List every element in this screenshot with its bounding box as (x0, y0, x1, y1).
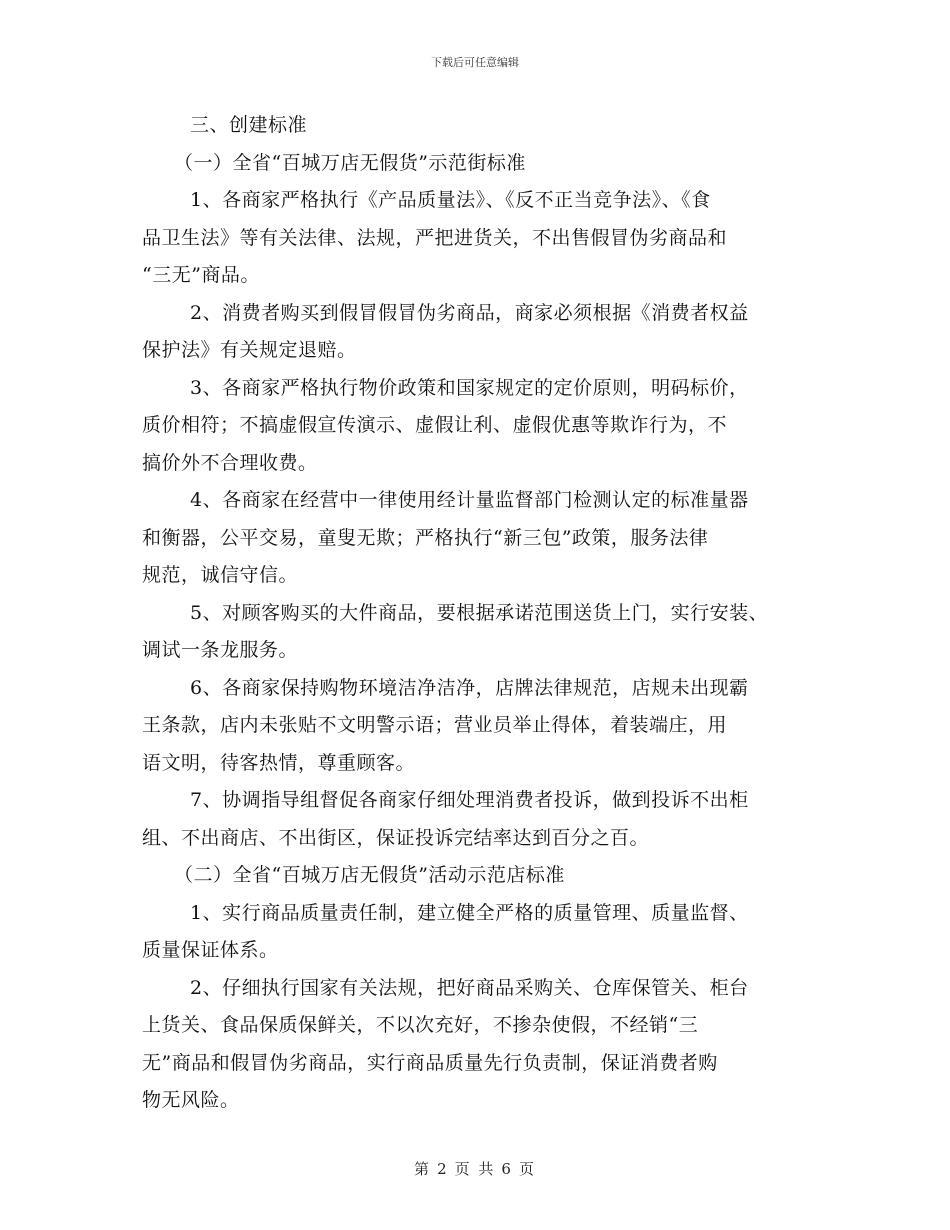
text-line: 2、消费者购买到假冒假冒伪劣商品，商家必须根据《消费者权益 (190, 301, 749, 324)
page-footer (0, 1158, 950, 1179)
text-line: 品卫生法》等有关法律、法规，严把进货关，不出售假冒伪劣商品和 (142, 226, 728, 249)
text-line: 和衡器，公平交易，童叟无欺；严格执行“新三包”政策，服务法律 (142, 526, 709, 549)
text-line: 调试一条龙服务。 (142, 639, 299, 661)
text-line: 1、实行商品质量责任制，建立健全严格的质量管理、质量监督、 (190, 901, 749, 924)
document-body (142, 107, 822, 1120)
page-suffix: 页 (518, 1160, 536, 1178)
text-line: 三、创建标准 (190, 114, 308, 136)
text-line: 无”商品和假冒伪劣商品，实行商品质量先行负责制，保证消费者购 (142, 1051, 718, 1074)
text-line: 7、协调指导组督促各商家仔细处理消费者投诉，做到投诉不出柜 (190, 789, 749, 811)
total-pages-number: 6 (501, 1160, 513, 1178)
text-line: 质量保证体系。 (142, 939, 279, 961)
text-line: 5、对顾客购买的大件商品，要根据承诺范围送货上门，实行安装、 (190, 601, 769, 624)
text-line: 1、各商家严格执行《产品质量法》、《反不正当竞争法》、《食 (190, 189, 711, 211)
text-line: 语文明，待客热情，尊重顾客。 (142, 751, 416, 774)
text-line: 王条款，店内未张贴不文明警示语；营业员举止得体，着装端庄，用 (142, 714, 728, 736)
page-prefix: 第 (414, 1160, 432, 1178)
text-line: 6、各商家保持购物环境洁净洁净，店牌法律规范，店规未出现霸 (190, 676, 749, 699)
page-mid: 页 共 (454, 1160, 496, 1178)
text-line: 质价相符；不搞虚假宣传演示、虚假让利、虚假优惠等欺诈行为，不 (142, 414, 728, 436)
current-page-number: 2 (437, 1160, 449, 1178)
text-line: 物无风险。 (142, 1089, 240, 1111)
text-line: 组、不出商店、不出街区，保证投诉完结率达到百分之百。 (142, 826, 650, 849)
text-line: 上货关、食品保质保鲜关，不以次充好，不掺杂使假，不经销“三 (142, 1014, 699, 1036)
text-line: 4、各商家在经营中一律使用经计量监督部门检测认定的标准量器 (190, 489, 749, 511)
text-line: 保护法》有关规定退赔。 (142, 339, 357, 361)
text-line: 搞价外不合理收费。 (142, 451, 318, 474)
text-line: （二）全省“百城万店无假货”活动示范店标准 (174, 864, 565, 886)
text-line: 3、各商家严格执行物价政策和国家规定的定价原则，明码标价， (190, 376, 749, 399)
text-line: 规范，诚信守信。 (142, 564, 299, 586)
text-line: 2、仔细执行国家有关法规，把好商品采购关、仓库保管关、柜台 (190, 976, 749, 999)
page-header-note: 下载后可任意编辑 (431, 56, 519, 69)
text-line: （一）全省“百城万店无假货”示范街标准 (174, 151, 526, 174)
text-line: “三无”商品。 (142, 264, 260, 286)
